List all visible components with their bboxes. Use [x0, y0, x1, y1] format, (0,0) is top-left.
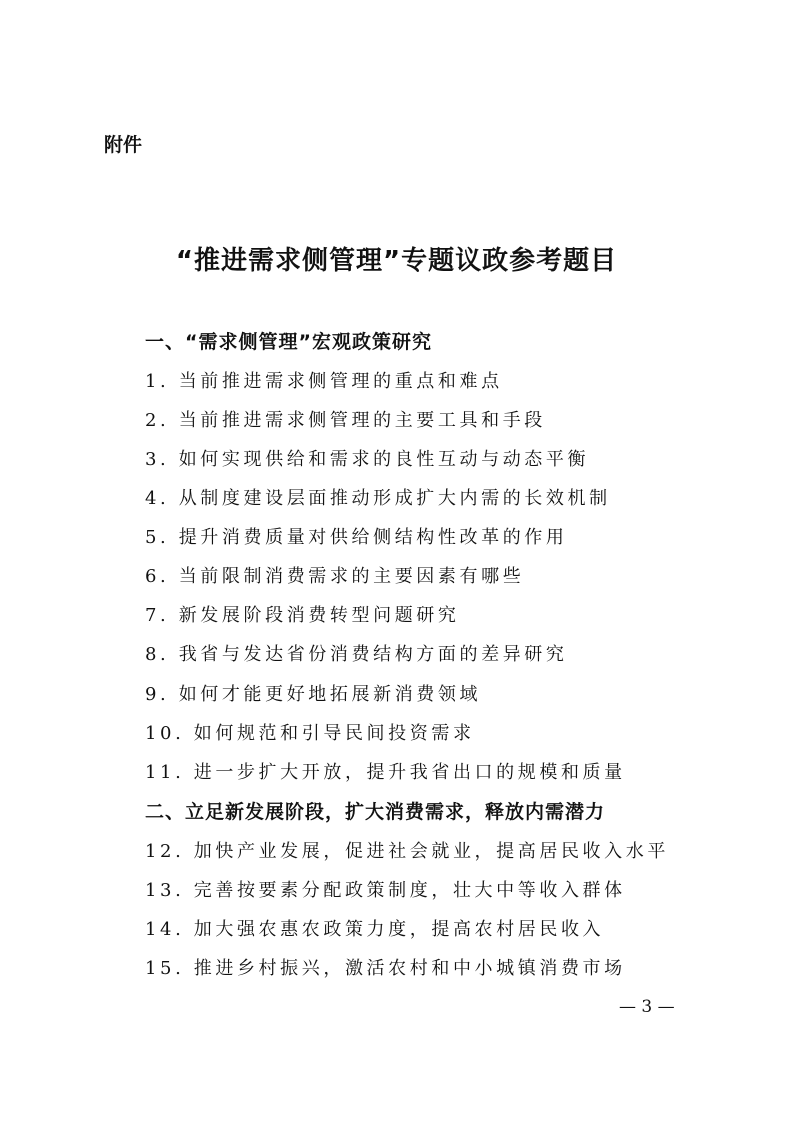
- list-item-13: 13. 完善按要素分配政策制度，壮大中等收入群体: [145, 880, 626, 901]
- list-item-4: 4. 从制度建设层面推动形成扩大内需的长效机制: [145, 488, 611, 509]
- section-heading-2: 二、立足新发展阶段，扩大消费需求，释放内需潜力: [145, 801, 606, 823]
- list-item-2: 2. 当前推进需求侧管理的主要工具和手段: [145, 410, 546, 431]
- section-heading-1: 一、“需求侧管理”宏观政策研究: [145, 331, 432, 353]
- page-number: — 3 —: [619, 997, 675, 1017]
- list-item-6: 6. 当前限制消费需求的主要因素有哪些: [145, 566, 525, 587]
- list-item-7: 7. 新发展阶段消费转型问题研究: [145, 605, 460, 626]
- document-title: “推进需求侧管理”专题议政参考题目: [175, 246, 618, 276]
- list-item-11: 11. 进一步扩大开放，提升我省出口的规模和质量: [145, 762, 626, 783]
- list-item-15: 15. 推进乡村振兴，激活农村和中小城镇消费市场: [145, 958, 626, 979]
- list-item-3: 3. 如何实现供给和需求的良性互动与动态平衡: [145, 449, 590, 470]
- list-item-12: 12. 加快产业发展，促进社会就业，提高居民收入水平: [145, 841, 669, 862]
- list-item-10: 10. 如何规范和引导民间投资需求: [145, 723, 475, 744]
- attachment-label: 附件: [104, 134, 143, 156]
- list-item-9: 9. 如何才能更好地拓展新消费领域: [145, 684, 482, 705]
- list-item-8: 8. 我省与发达省份消费结构方面的差异研究: [145, 644, 568, 665]
- list-item-5: 5. 提升消费质量对供给侧结构性改革的作用: [145, 527, 568, 548]
- list-item-1: 1. 当前推进需求侧管理的重点和难点: [145, 371, 503, 392]
- list-item-14: 14. 加大强农惠农政策力度，提高农村居民收入: [145, 919, 605, 940]
